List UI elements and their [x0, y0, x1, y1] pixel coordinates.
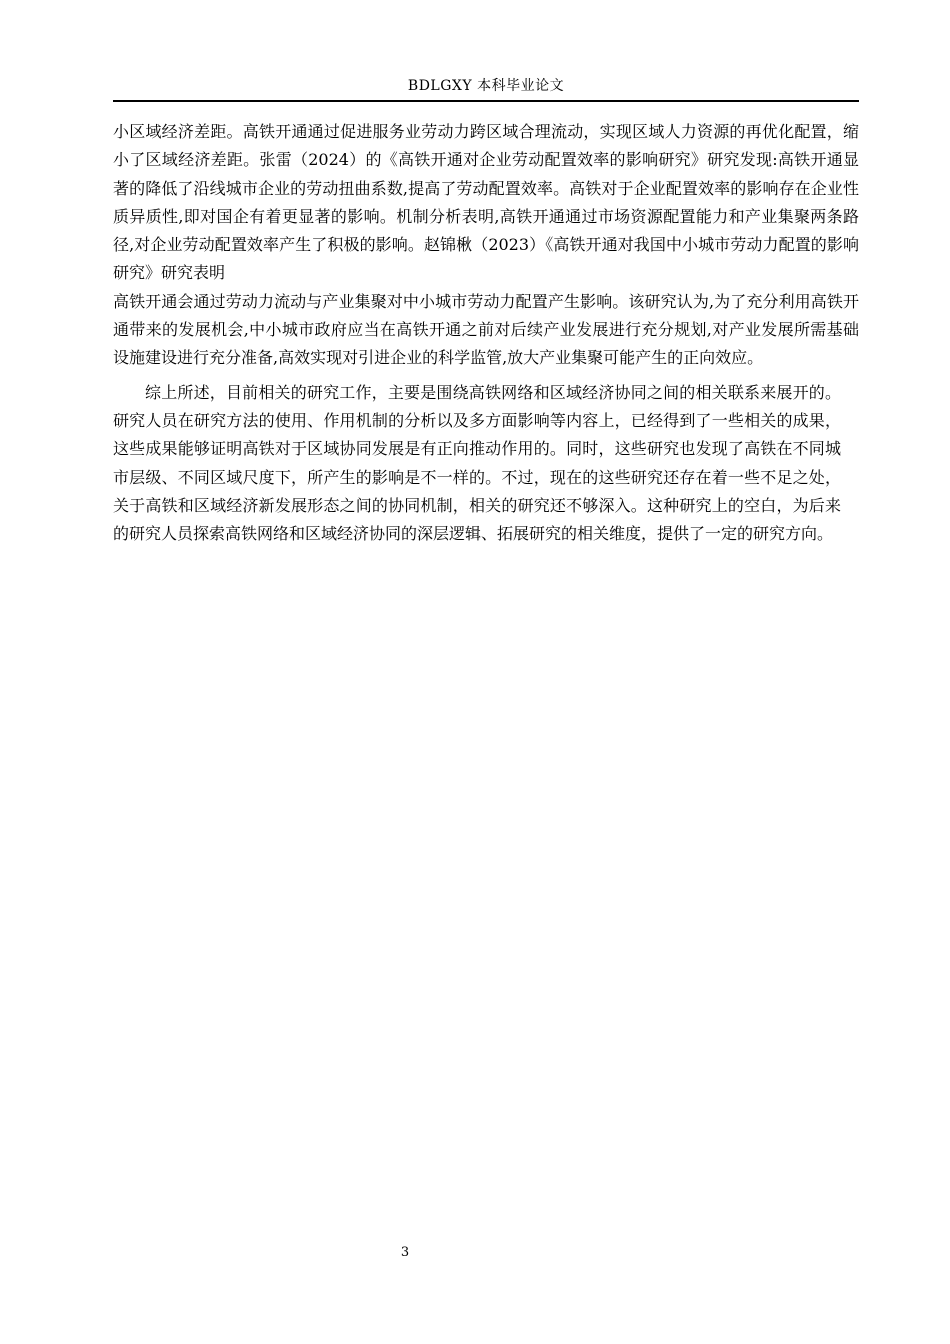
page-number: 3 — [400, 1245, 410, 1260]
paragraph-unindented: 高铁开通会通过劳动力流动与产业集聚对中小城市劳动力配置产生影响。该研究认为,为了充分利用高铁开通带来的发展机会,中小城市政府应当在高铁开通之前对后续产业发展进行充分规划,对产业发展所需基础设施建设进行充分准备,高效实现对引进企业的科学监管,放大产业集聚可能产生的正向效应。 — [113, 291, 859, 368]
header-divider — [113, 100, 859, 102]
running-header: BDLGXY 本科毕业论文 — [407, 78, 565, 94]
paragraph-continued: 小区域经济差距。高铁开通通过促进服务业劳动力跨区域合理流动，实现区域人力资源的再优化配置，缩小了区域经济差距。张雷（2024）的《高铁开通对企业劳动配置效率的影响研究》研究发现:高铁开通显著的降低了沿线城市企业的劳动扭曲系数,提高了劳动配置效率。高铁对于企业配置效率的影响存在企业性质异质性,即对国企有着更显著的影响。机制分析表明,高铁开通通过市场资源配置能力和产业集聚两条路径,对企业劳动配置效率产生了积极的影响。赵锦楸（2023）《高铁开通对我国中小城市劳动力配置的影响研究》研究表明 — [113, 122, 859, 283]
body-text — [113, 118, 859, 548]
paragraph-summary: 综上所述，目前相关的研究工作，主要是围绕高铁网络和区域经济协同之间的相关联系来展开的。研究人员在研究方法的使用、作用机制的分析以及多方面影响等内容上，已经得到了一些相关的成果，这些成果能够证明高铁对于区域协同发展是有正向推动作用的。同时，这些研究也发现了高铁在不同城市层级、不同区域尺度下，所产生的影响是不一样的。不过，现在的这些研究还存在着一些不足之处，关于高铁和区域经济新发展形态之间的协同机制，相关的研究还不够深入。这种研究上的空白，为后来的研究人员探索高铁网络和区域经济协同的深层逻辑、拓展研究的相关维度，提供了一定的研究方向。 — [113, 382, 841, 544]
